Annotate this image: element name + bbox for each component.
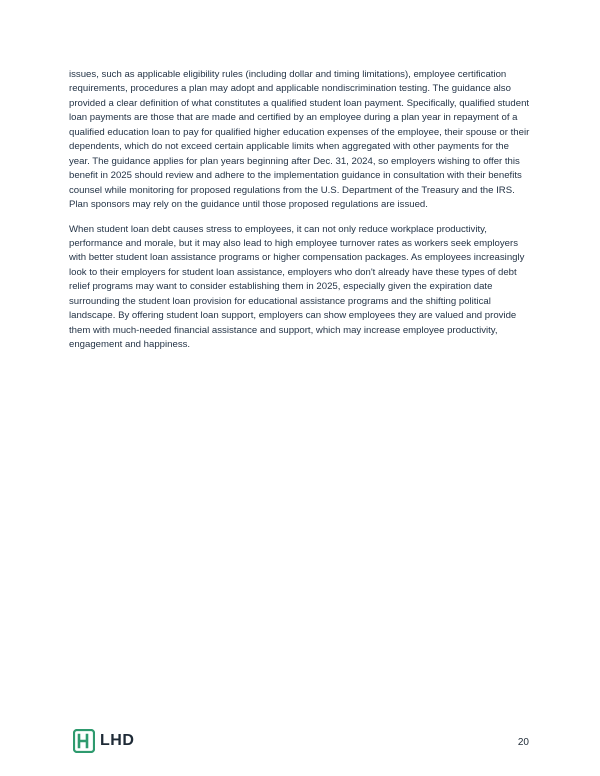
company-logo bbox=[73, 728, 134, 754]
lhd-logo-mark-icon bbox=[73, 729, 95, 753]
document-body bbox=[69, 68, 531, 363]
page-footer bbox=[0, 728, 600, 758]
logo-text: LHD bbox=[100, 732, 135, 749]
page-number: 20 bbox=[517, 737, 529, 748]
paragraph: issues, such as applicable eligibility rules (including dollar and timing limitations), employee certification requirements, procedures a plan may adopt and applicable nondiscrimination testing. The guidance also provided a clear definition of what constitutes a qualified student loan payment. Specifically, qualified student loan payments are those that are made and certified by an employee during a plan year in repayment of a qualified education loan to pay for qualified higher education expenses of the employee, their spouse or their dependents, which do not exceed certain applicable limits when aggregated with other payments for the year. The guidance applies for plan years beginning after Dec. 31, 2024, so employers wishing to offer this benefit in 2025 should review and adhere to the implementation guidance in consultation with their benefits counsel while monitoring for proposed regulations from the U.S. Department of the Treasury and the IRS. Plan sponsors may rely on the guidance until those proposed regulations are issued. bbox=[69, 69, 530, 211]
paragraph: When student loan debt causes stress to employees, it can not only reduce workplace productivity, performance and morale, but it may also lead to high employee turnover rates as workers seek employers with better student loan assistance programs or higher compensation packages. As employees increasingly look to their employers for student loan assistance, employers who don't already have these types of debt relief programs may want to consider establishing them in 2025, especially given the expiration date surrounding the student loan provision for educational assistance programs and the shifting political landscape. By offering student loan support, employers can show employees they are valued and provide them with much-needed financial assistance and support, which may increase employee productivity, engagement and happiness. bbox=[69, 223, 525, 351]
